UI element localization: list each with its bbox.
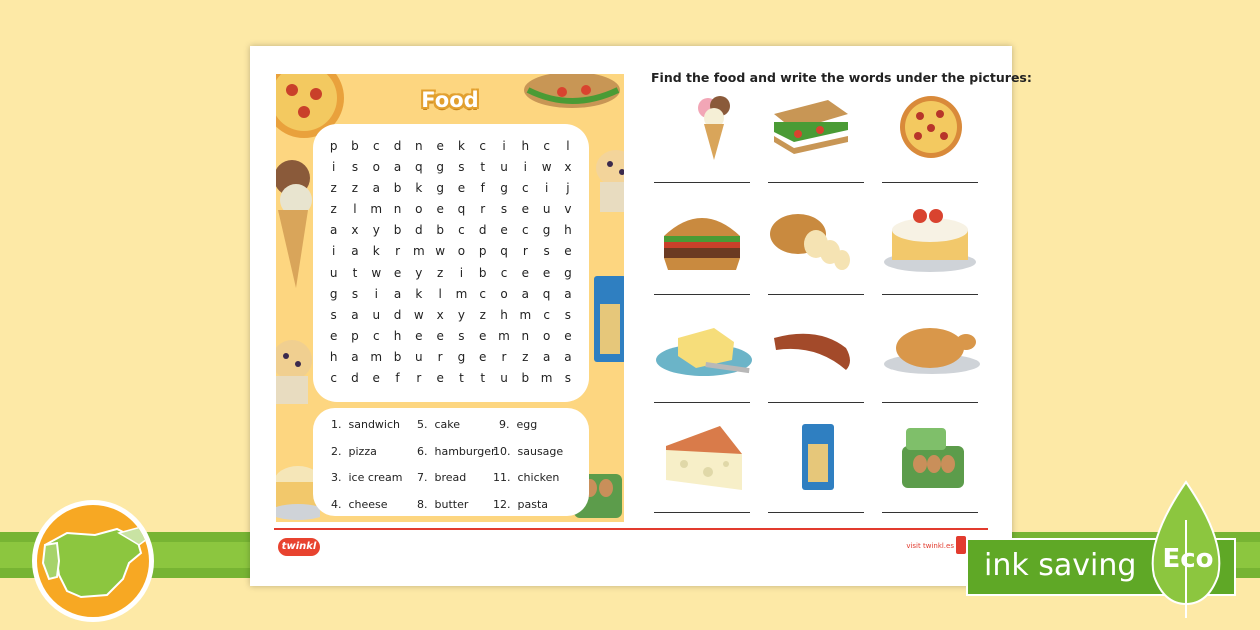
grid-letter: v: [564, 202, 572, 217]
grid-letter: m: [412, 244, 425, 259]
grid-letter: m: [370, 202, 383, 217]
grid-letter: m: [498, 328, 510, 343]
ink-saving-label: ink saving: [984, 548, 1137, 583]
grid-letter: j: [566, 181, 570, 196]
grid-letter: b: [393, 181, 402, 196]
grid-letter: b: [478, 265, 487, 280]
grid-letter: b: [393, 349, 402, 364]
grid-letter: i: [331, 244, 336, 259]
grid-letter: u: [500, 371, 508, 386]
grid-letter: r: [416, 371, 422, 386]
grid-letter: u: [500, 160, 508, 175]
grid-letter: e: [500, 223, 508, 238]
answer-line-4: [654, 294, 750, 295]
letter-grid-box: [313, 124, 589, 402]
grid-letter: a: [351, 307, 359, 322]
grid-letter: d: [393, 139, 402, 153]
grid-letter: h: [500, 307, 508, 322]
grid-letter: h: [393, 328, 402, 343]
word-item-1: 1. sandwich: [331, 418, 400, 431]
grid-letter: y: [415, 265, 423, 280]
word-list-box: [313, 408, 589, 516]
grid-letter: l: [438, 286, 442, 301]
grid-letter: w: [435, 244, 446, 259]
ice-cream-decoration-icon: [276, 160, 316, 290]
eco-label: Eco: [1162, 544, 1214, 574]
grid-letter: x: [436, 307, 444, 322]
grid-letter: z: [330, 181, 337, 196]
pizza-icon: [898, 94, 964, 160]
grid-letter: e: [479, 328, 487, 343]
grid-letter: s: [458, 160, 465, 175]
grid-letter: e: [372, 371, 380, 386]
grid-letter: q: [542, 286, 551, 301]
grid-letter: c: [522, 223, 529, 238]
answer-line-8: [768, 402, 864, 403]
grid-letter: l: [353, 202, 357, 217]
grid-letter: c: [372, 328, 380, 343]
grid-letter: c: [522, 181, 529, 196]
grid-letter: y: [372, 223, 380, 238]
grid-letter: o: [542, 328, 551, 343]
grid-letter: b: [436, 223, 444, 238]
word-item-5: 5. cake: [417, 418, 461, 431]
grid-letter: i: [459, 265, 464, 280]
grid-letter: i: [374, 286, 378, 301]
grid-letter: g: [500, 181, 508, 196]
eggs-icon: [898, 424, 968, 492]
grid-letter: p: [329, 139, 338, 153]
grid-letter: i: [502, 139, 506, 153]
grid-letter: c: [543, 139, 550, 153]
grid-letter: c: [500, 265, 508, 280]
grid-letter: k: [415, 181, 423, 196]
grid-letter: q: [415, 160, 423, 175]
footer-mini-icon: [956, 536, 966, 554]
grid-letter: r: [522, 244, 528, 259]
grid-letter: x: [564, 160, 572, 175]
grid-letter: g: [457, 349, 466, 364]
answer-line-11: [768, 512, 864, 513]
grid-letter: c: [479, 139, 487, 153]
grid-letter: h: [329, 349, 338, 364]
butter-icon: [654, 318, 754, 380]
grid-letter: d: [415, 223, 423, 238]
grid-letter: a: [393, 160, 402, 175]
word-search-panel: [276, 74, 624, 522]
grid-letter: z: [436, 265, 444, 280]
grid-letter: s: [543, 244, 550, 259]
grid-letter: k: [457, 139, 465, 153]
grid-letter: r: [395, 244, 400, 259]
grid-letter: e: [457, 181, 466, 196]
grid-letter: a: [564, 349, 572, 364]
grid-letter: u: [542, 202, 551, 217]
grid-letter: z: [351, 181, 359, 196]
grid-letter: g: [436, 181, 444, 196]
bread-icon: [768, 208, 852, 274]
chicken-icon: [882, 322, 982, 376]
word-item-4: 4. cheese: [331, 498, 388, 511]
hamburger-icon: [660, 206, 744, 272]
twinkl-logo: twinkl: [278, 538, 320, 556]
grid-letter: e: [521, 265, 530, 280]
grid-letter: u: [329, 265, 338, 280]
word-item-11: 11. chicken: [493, 471, 560, 484]
grid-letter: o: [372, 160, 380, 175]
answer-line-3: [882, 182, 978, 183]
grid-letter: a: [329, 223, 338, 238]
grid-letter: e: [479, 349, 487, 364]
grid-letter: a: [372, 181, 380, 196]
grid-letter: a: [564, 286, 572, 301]
grid-letter: r: [437, 349, 443, 364]
grid-letter: z: [522, 349, 529, 364]
grid-letter: e: [436, 139, 444, 153]
grid-letter: p: [478, 244, 487, 259]
instructions-text: Find the food and write the words under the pictures:: [651, 70, 1032, 85]
muffin-decoration-icon-2: [276, 336, 314, 406]
grid-letter: a: [351, 349, 359, 364]
grid-letter: i: [544, 181, 549, 196]
grid-letter: d: [351, 371, 359, 386]
ice-cream-icon: [694, 94, 734, 164]
grid-letter: m: [455, 286, 468, 301]
grid-letter: q: [500, 244, 508, 259]
grid-letter: t: [480, 371, 486, 386]
grid-letter: b: [351, 139, 359, 153]
grid-letter: w: [541, 160, 552, 175]
cheese-icon: [664, 424, 744, 494]
word-item-6: 6. hamburger: [417, 445, 496, 458]
grid-letter: e: [542, 265, 551, 280]
answer-line-12: [882, 512, 978, 513]
grid-letter: d: [478, 223, 487, 238]
grid-letter: o: [500, 286, 508, 301]
grid-letter: k: [372, 244, 380, 259]
muffin-decoration-icon: [594, 146, 624, 216]
grid-letter: e: [329, 328, 338, 343]
grid-letter: n: [393, 202, 402, 217]
grid-letter: s: [351, 286, 359, 301]
grid-letter: u: [372, 307, 381, 322]
grid-letter: q: [457, 202, 466, 217]
grid-letter: x: [351, 223, 359, 238]
word-item-2: 2. pizza: [331, 445, 377, 458]
word-item-8: 8. butter: [417, 498, 469, 511]
worksheet: [250, 46, 1032, 586]
grid-letter: g: [564, 265, 572, 280]
grid-letter: b: [521, 371, 530, 386]
spain-map-badge: [32, 500, 154, 622]
grid-letter: s: [564, 371, 572, 386]
grid-letter: r: [501, 349, 507, 364]
grid-letter: n: [521, 328, 530, 343]
grid-letter: r: [480, 202, 486, 217]
word-item-10: 10. sausage: [493, 445, 564, 458]
grid-letter: s: [351, 160, 359, 175]
grid-letter: d: [393, 307, 402, 322]
grid-letter: e: [393, 265, 402, 280]
grid-letter: a: [393, 286, 402, 301]
answer-line-10: [654, 512, 750, 513]
grid-letter: o: [415, 202, 423, 217]
word-item-12: 12. pasta: [493, 498, 549, 511]
grid-letter: e: [436, 202, 444, 217]
grid-letter: w: [371, 265, 382, 280]
grid-letter: s: [500, 202, 508, 217]
grid-letter: i: [331, 160, 336, 175]
grid-letter: c: [479, 286, 487, 301]
spain-map-icon: [37, 505, 149, 617]
letter-grid: [323, 136, 579, 389]
footer-divider: [274, 528, 988, 530]
grid-letter: c: [372, 139, 380, 153]
grid-letter: a: [542, 349, 551, 364]
grid-letter: h: [564, 223, 572, 238]
grid-letter: i: [523, 160, 527, 175]
word-item-7: 7. bread: [417, 471, 467, 484]
grid-letter: s: [330, 307, 337, 322]
grid-letter: k: [415, 286, 423, 301]
grid-letter: g: [329, 286, 338, 301]
grid-letter: b: [393, 223, 402, 238]
grid-letter: n: [415, 139, 423, 153]
answer-line-2: [768, 182, 864, 183]
visit-link-text: visit twinkl.es: [906, 542, 954, 550]
grid-letter: m: [540, 371, 553, 386]
grid-letter: l: [566, 139, 570, 153]
grid-letter: t: [480, 160, 486, 175]
grid-letter: e: [521, 202, 530, 217]
grid-letter: e: [564, 328, 572, 343]
grid-letter: c: [458, 223, 465, 238]
grid-letter: c: [330, 371, 337, 386]
grid-letter: c: [543, 307, 550, 322]
answer-line-9: [882, 402, 978, 403]
answer-line-6: [882, 294, 978, 295]
grid-letter: g: [436, 160, 444, 175]
pasta-decoration-icon: [592, 274, 624, 364]
answer-line-1: [654, 182, 750, 183]
grid-letter: t: [459, 371, 464, 386]
grid-letter: m: [519, 307, 532, 322]
grid-letter: p: [351, 328, 359, 343]
grid-letter: m: [370, 349, 383, 364]
sandwich-icon: [768, 96, 852, 156]
grid-letter: z: [330, 202, 337, 217]
word-item-9: 9. egg: [499, 418, 538, 431]
grid-letter: s: [564, 307, 572, 322]
answer-line-5: [768, 294, 864, 295]
grid-letter: a: [351, 244, 359, 259]
grid-letter: s: [458, 328, 465, 343]
pasta-icon: [800, 422, 836, 492]
answer-line-7: [654, 402, 750, 403]
cake-icon: [882, 204, 978, 274]
grid-letter: y: [457, 307, 465, 322]
word-item-3: 3. ice cream: [331, 471, 403, 484]
grid-letter: f: [480, 181, 485, 196]
grid-letter: e: [564, 244, 572, 259]
grid-letter: z: [479, 307, 486, 322]
word-search-title: Food: [421, 88, 479, 112]
sausage-icon: [768, 322, 858, 378]
grid-letter: t: [352, 265, 358, 280]
grid-letter: e: [436, 371, 444, 386]
grid-letter: e: [415, 328, 423, 343]
grid-letter: o: [457, 244, 466, 259]
grid-letter: u: [415, 349, 423, 364]
grid-letter: a: [521, 286, 529, 301]
grid-letter: g: [542, 223, 551, 238]
grid-letter: w: [413, 307, 424, 322]
grid-letter: h: [521, 139, 530, 153]
grid-letter: f: [395, 371, 400, 386]
grid-letter: e: [436, 328, 444, 343]
